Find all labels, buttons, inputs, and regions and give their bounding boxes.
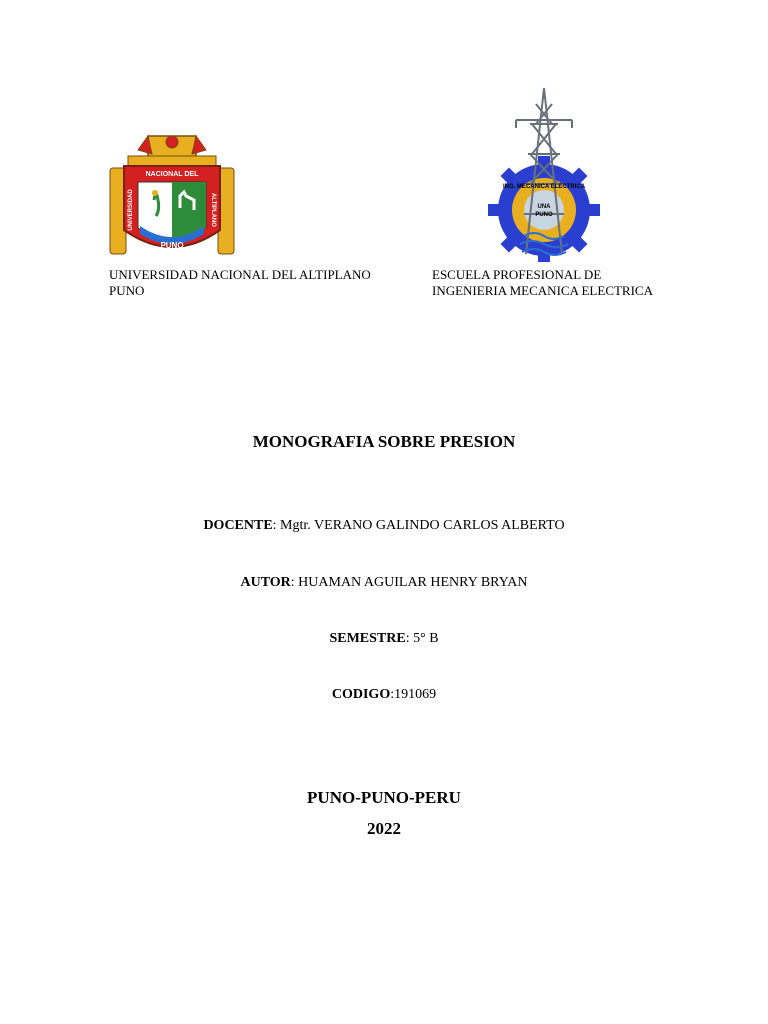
logo-text-right: ALTIPLANO: [210, 193, 216, 227]
semestre-label: SEMESTRE: [329, 631, 406, 646]
place: PUNO-PUNO-PERU: [307, 788, 461, 807]
semestre-value: : 5° B: [405, 631, 439, 646]
crest-crown: [128, 136, 216, 166]
logo-text-arc: ING. MECANICA ELECTRICA: [502, 184, 586, 190]
logo-text-top: NACIONAL DEL: [145, 171, 199, 178]
school-name: [432, 267, 732, 299]
autor-value: : HUAMAN AGUILAR HENRY BRYAN: [290, 575, 528, 590]
codigo-label: CODIGO: [331, 687, 391, 702]
logo-text-badge1: UNA: [537, 204, 551, 210]
university-name-line2: PUNO: [109, 283, 145, 298]
logo-text-bottom: PUNO: [160, 241, 184, 250]
logo-text-left: UNIVERSIDAD: [128, 189, 134, 231]
semestre-line: [0, 631, 768, 647]
autor-label: AUTOR: [240, 575, 291, 590]
flower-icon: [152, 190, 158, 196]
university-name-line1: UNIVERSIDAD NACIONAL DEL ALTIPLANO: [109, 267, 371, 282]
school-logo: [486, 84, 602, 262]
autor-line: [0, 575, 768, 591]
logo-text-badge2: PUNO: [535, 212, 553, 218]
codigo-line: [0, 687, 768, 703]
document-title: MONOGRAFIA SOBRE PRESION: [252, 432, 516, 451]
codigo-value: :191069: [390, 687, 437, 702]
docente-line: [0, 518, 768, 534]
year: 2022: [367, 819, 401, 838]
docente-label: DOCENTE: [203, 518, 273, 533]
university-name: [109, 267, 409, 299]
university-coat-of-arms: [108, 130, 236, 260]
school-name-line2: INGENIERIA MECANICA ELECTRICA: [432, 283, 653, 298]
docente-value: : Mgtr. VERANO GALINDO CARLOS ALBERTO: [272, 518, 565, 533]
school-name-line1: ESCUELA PROFESIONAL DE: [432, 267, 602, 282]
